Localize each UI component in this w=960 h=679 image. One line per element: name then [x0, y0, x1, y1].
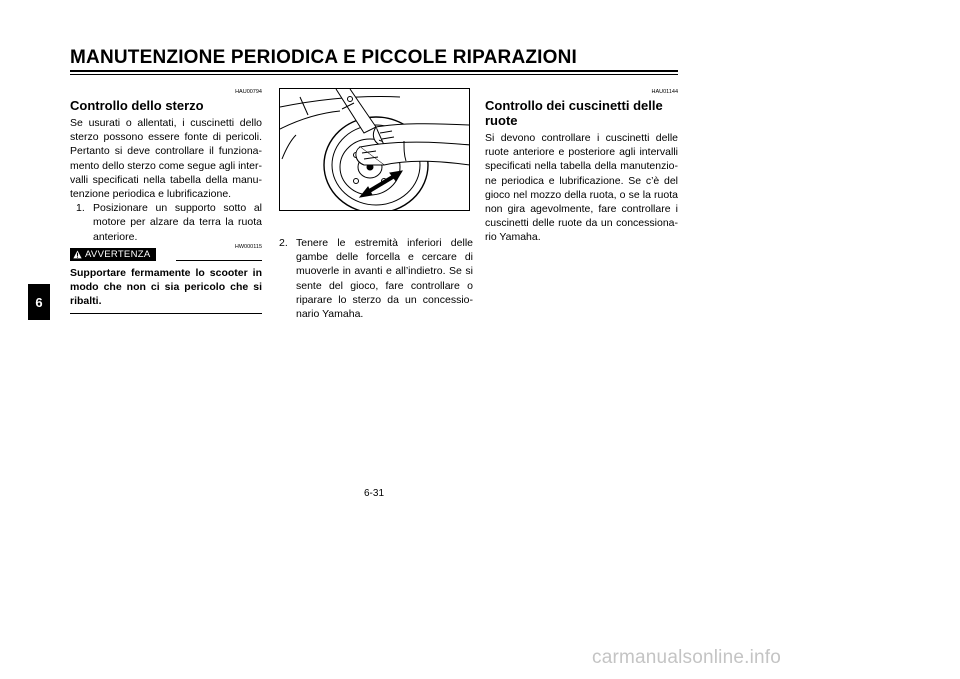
section-heading: Controllo dei cuscinetti delle ruote: [485, 98, 663, 128]
watermark: carmanualsonline.info: [592, 647, 782, 668]
chapter-tab[interactable]: 6: [28, 284, 50, 320]
title-rule: [70, 70, 678, 72]
fork-check-illustration: [279, 88, 470, 211]
section-heading: Controllo dello sterzo: [70, 98, 204, 113]
page-number: 6-31: [364, 488, 385, 499]
section-code: HAU00794: [235, 89, 262, 95]
warning-code: HW000115: [234, 243, 262, 250]
section-intro: Se usurati o allentati, i cuscinetti dello sterzo possono essere fonte di pericoli. Pertanto si deve controllare il funziona-mento dello sterzo come segue agli inter-valli specificati nella tabella della manu-tenzione periodica e lubrificazione.: [70, 117, 263, 201]
step-2: [279, 236, 473, 321]
wheel-bearings-section: [485, 88, 678, 245]
step-number: 2.: [279, 237, 288, 249]
step-text: Tenere le estremità inferiori delle gambe delle forcella e cercare di muoverle in avanti e all’indietro. Se si sente del gioco, fare controllare o riparare lo sterzo da un concessio-nario Yamaha.: [296, 237, 473, 321]
warning-end-rule: [70, 313, 262, 314]
step-number: 1.: [76, 202, 85, 215]
step-1: [76, 201, 262, 244]
warning-rule: [176, 260, 262, 261]
section-code: HAU01144: [651, 89, 678, 95]
steering-section: [70, 88, 262, 314]
warning-badge: [70, 248, 156, 261]
step-text: Posizionare un supporto sotto al motore per alzare da terra la ruota anteriore.: [93, 202, 262, 243]
title-rule-thin: [70, 74, 678, 75]
page-title: MANUTENZIONE PERIODICA E PICCOLE RIPARAZIONI: [70, 47, 578, 68]
step-2-column: [279, 236, 473, 321]
warning-header: [70, 243, 262, 262]
warning-triangle-icon: [73, 250, 82, 259]
warning-text: Supportare fermamente lo scooter in modo che non ci sia pericolo che si ribalti.: [70, 266, 262, 308]
warning-label: AVVERTENZA: [85, 248, 151, 260]
section-text: Si devono controllare i cuscinetti delle ruote anteriore e posteriore agli intervalli specificati nella tabella della manutenzio-ne periodica e lubrificazione. Se c’è del gioco nel mozzo della ruota, o se la ruota non gira agevolmente, fare controllare i cuscinetti delle ruote da un concessiona-rio Yamaha.: [485, 132, 678, 244]
